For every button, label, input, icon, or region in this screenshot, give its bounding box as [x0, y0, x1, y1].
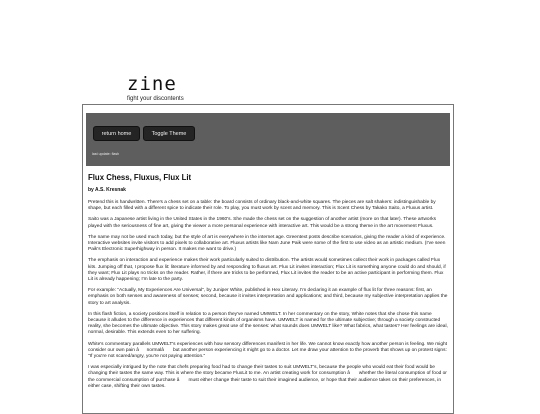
article-paragraph: I was especially intrigued by the note that chefs preparing food had to change their tastes to suit UMWELT's, because the people who would eat their food would be changing their tastes the same way. This is where the story became FluxLit to me. An artist creating work for consumption â whether the literal consumption of food or the commercial consumption of purchase â must either change their taste to suit their imagined audience, or hope that their audience takes on their preferences, in either case, shifting their own tastes. [88, 365, 447, 389]
last-update-status: last update: flash [92, 152, 120, 156]
article-title: Flux Chess, Fluxus, Flux Lit [88, 173, 192, 182]
site-header [127, 74, 184, 102]
article-paragraph: In this flash fiction, a society positions itself in relation to a person they've named UMWELT. In her commentary on the story, White notes that she chose this name because it alludes to the difference in experiences that different kinds of organisms have. UMWELT is named for the ultimate subjective; through a society constructed reality, she becomes the ultimate objective. This story makes great use of the senses: what sounds does UMWELT like? What fabrics, what tastes? Her feelings are ideal, normal, desirable. This extends even to her suffering. [88, 311, 448, 336]
article-paragraph: The emphasis on interaction and experience makes their work particularly suited to distribution. The artists would sometimes collect their work in packages called Flux kits. Jumping off that, I propose flux lit: literature informed by and responding to fluxus art. Flux Lit invites interaction; Flux Lit is something anyone could do and should, if they want; Flux Lit plays no tricks on the reader. Rather, if there are tricks to be performed, Flux Lit invites the reader to be an active participant in performing them. Flux Lit is already happening; I'm late to the party. [88, 258, 446, 283]
site-tagline: fight your discontents [127, 96, 184, 102]
return-home-button[interactable]: return home [93, 126, 140, 141]
toggle-theme-button[interactable]: Toggle Theme [143, 126, 195, 141]
article-byline: by A.S. Kresnak [88, 187, 126, 193]
article-paragraph: White's commentary parallels UMWELT's experiences with how sensory differences manifest in her life. We cannot know exactly how another person is feeling. We might consider our own pain ânormalâ but another person experiencing it might go to a doctor. Let me draw your attention to the proverb that shows up on protest signs: "If you're not scared/angry, you're not paying attention." [88, 341, 448, 360]
toolbar [86, 113, 450, 166]
article [83, 173, 453, 390]
article-paragraph: For example: "Actually, My Experiences Are Universal", by Juniper White, published in Hex Literary. I'm declaring it an example of flux lit for three reasons: first, an emphasis on both senses and awareness of senses; second, because it invites interpretation and applications; and third, because my subjective interpretation applies the story to art analysis. [88, 288, 448, 306]
article-paragraph: Pretend this is handwritten. There's a chess set on a table: the board consists of ordinary black-and-white squares. The pieces are salt shakers: indistinguishable by shape, but each filled with a different spice to indicate their role. To play, you must work by scent and memory. This is Scent Chess by Takako Saito, a Fluxus artist. [88, 200, 436, 212]
article-paragraph: Saito was a Japanese artist living in the United States in the 1960's. She made the chess set on the suggestion of another artist (more on that later). These artworks played with the seriousness of fine art, giving the viewer a more personal experience with interactive art. This would be a strong theme in the art movement Fluxus. [88, 217, 436, 229]
article-paragraph: The name may not be used much today, but the style of art is everywhere in the internet age. Greentext posts describe scenarios, giving the reader a kind of experience. Interactive websites invite visitors to add pixels to collaborative art. Fluxus artists like Nam June Paik were some of the first to use video as an artistic medium. (I've seen Paik's Electronic Superhighway in person. It makes me want to drive.) [88, 234, 446, 253]
site-logo[interactable]: zine [127, 73, 177, 95]
content-frame [82, 104, 454, 414]
